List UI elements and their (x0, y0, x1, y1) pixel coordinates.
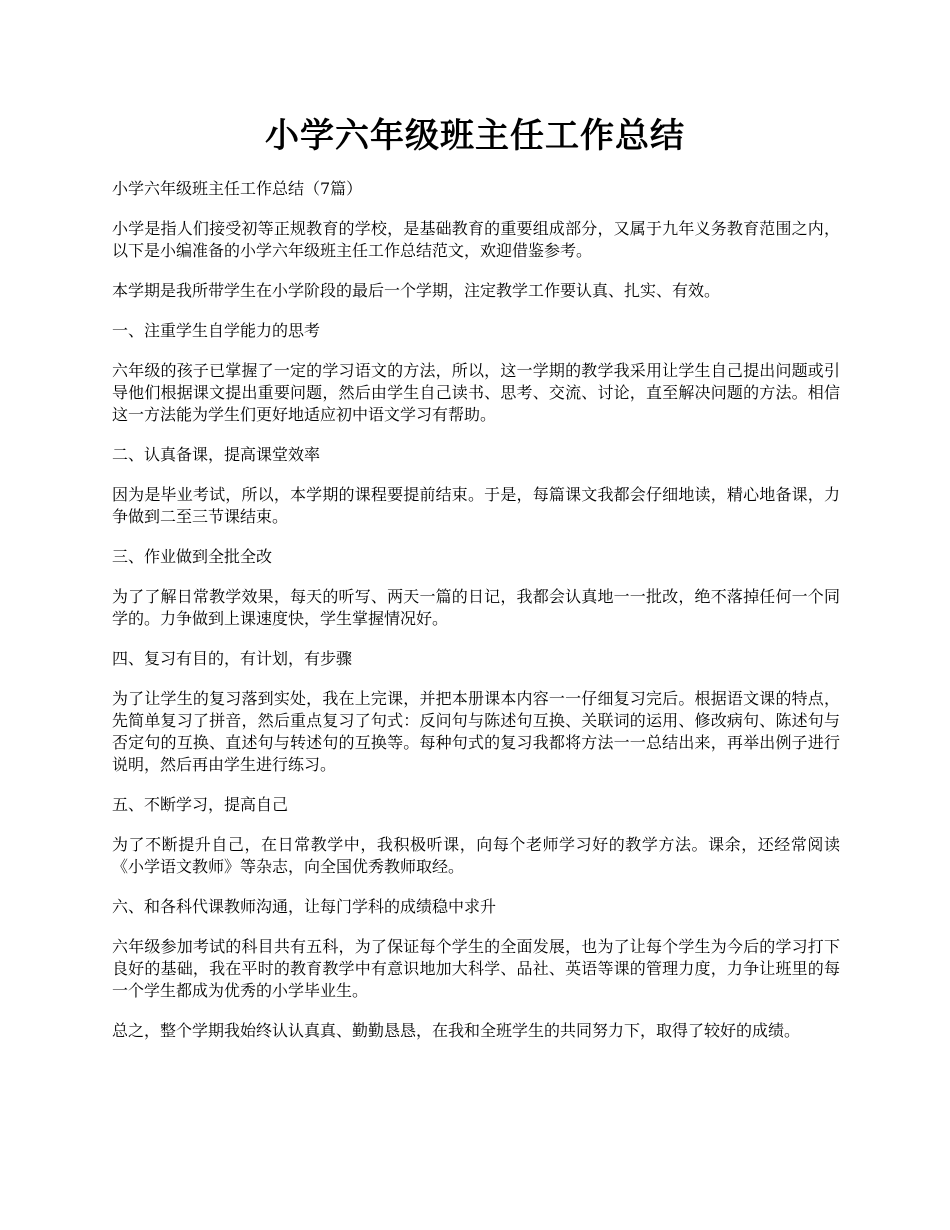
section-heading-6: 六、和各科代课教师沟通，让每门学科的成绩稳中求升 (112, 897, 497, 916)
section-heading-2: 二、认真备课，提高课堂效率 (112, 445, 321, 464)
opening-paragraph: 本学期是我所带学生在小学阶段的最后一个学期，注定教学工作要认真、扎实、有效。 (112, 281, 721, 300)
section-body-5: 为了不断提升自己，在日常教学中，我积极听课，向每个老师学习好的教学方法。课余，还经常阅读《小学语文教师》等杂志，向全国优秀教师取经。 (112, 835, 840, 876)
section-body-6: 六年级参加考试的科目共有五科，为了保证每个学生的全面发展，也为了让每个学生为今后的学习打下良好的基础，我在平时的教育教学中有意识地加大科学、品社、英语等课的管理力度，力争让班里的每一个学生都成为优秀的小学毕业生。 (112, 937, 840, 1000)
conclusion-paragraph: 总之，整个学期我始终认认真真、勤勤恳恳，在我和全班学生的共同努力下，取得了较好的成绩。 (112, 1021, 801, 1040)
document-body (112, 178, 840, 1060)
section-body-3: 为了了解日常教学效果，每天的听写、两天一篇的日记，我都会认真地一一批改，绝不落掉任何一个同学的。力争做到上课速度快，学生掌握情况好。 (112, 587, 840, 628)
section-heading-3: 三、作业做到全批全改 (112, 547, 273, 566)
subtitle-paragraph: 小学六年级班主任工作总结（7篇） (112, 179, 363, 198)
intro-paragraph: 小学是指人们接受初等正规教育的学校，是基础教育的重要组成部分，又属于九年义务教育范围之内，以下是小编准备的小学六年级班主任工作总结范文，欢迎借鉴参考。 (112, 219, 840, 260)
section-body-2: 因为是毕业考试，所以，本学期的课程要提前结束。于是，每篇课文我都会仔细地读，精心地备课，力争做到二至三节课结束。 (112, 485, 840, 526)
section-heading-5: 五、不断学习，提高自己 (112, 795, 289, 814)
section-body-4: 为了让学生的复习落到实处，我在上完课，并把本册课本内容一一仔细复习完后。根据语文课的特点，先简单复习了拼音，然后重点复习了句式：反问句与陈述句互换、关联词的运用、修改病句、陈述句与否定句的互换、直述句与转述句的互换等。每种句式的复习我都将方法一一总结出来，再举出例子进行说明，然后再由学生进行练习。 (112, 689, 840, 774)
document-title: 小学六年级班主任工作总结 (265, 116, 685, 156)
section-heading-4: 四、复习有目的，有计划，有步骤 (112, 649, 353, 668)
section-heading-1: 一、注重学生自学能力的思考 (112, 321, 321, 340)
section-body-1: 六年级的孩子已掌握了一定的学习语文的方法，所以，这一学期的教学我采用让学生自己提出问题或引导他们根据课文提出重要问题，然后由学生自己读书、思考、交流、讨论，直至解决问题的方法。相信这一方法能为学生们更好地适应初中语文学习有帮助。 (112, 361, 840, 424)
